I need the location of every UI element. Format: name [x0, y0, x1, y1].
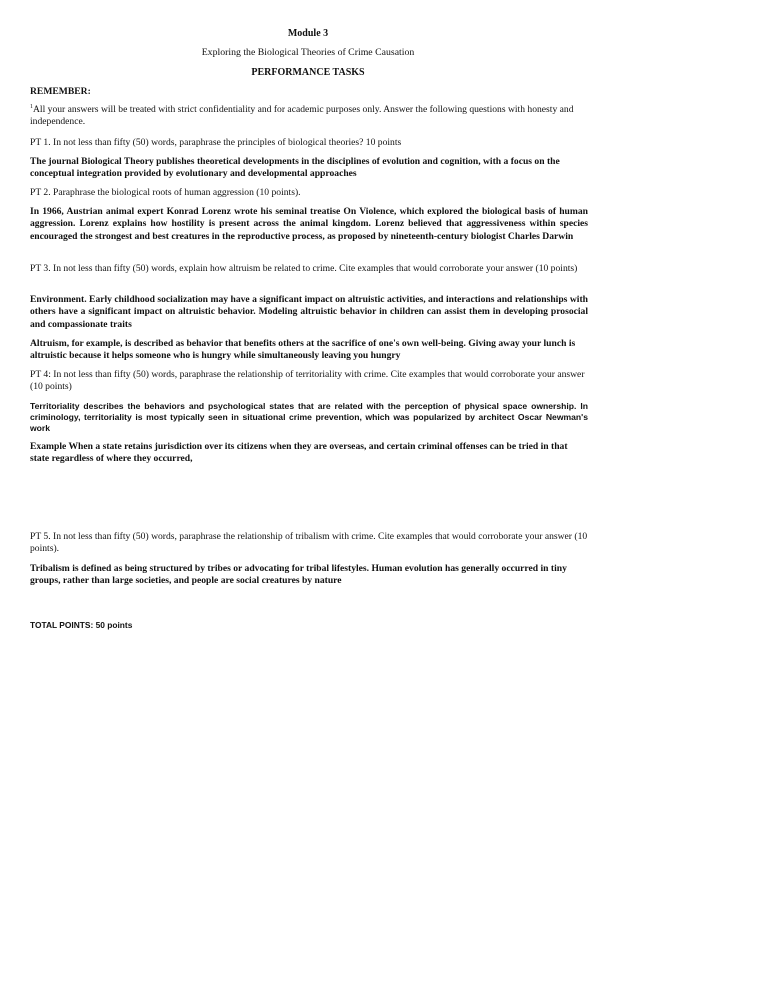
footnote-marker: 1: [30, 103, 33, 110]
module-heading: Module 3: [287, 28, 329, 39]
total-points: TOTAL POINTS: 50 points: [30, 620, 133, 630]
remember-note: [30, 104, 588, 129]
pt5-answer: Tribalism is defined as being structured by tribes or advocating for tribal lifestyles. Human evolution has generally occurred in tiny groups, rather than large societies, and people are social creatures by nature: [30, 563, 567, 587]
remember-text: All your answers will be treated with strict confidentiality and for academic purposes only. Answer the following questions with honesty and independence.: [30, 104, 574, 128]
pt1-question: PT 1. In not less than fifty (50) words, paraphrase the principles of biological theories? 10 points: [30, 137, 402, 148]
pt3-answer-example: Altruism, for example, is described as behavior that benefits others at the sacrifice of one's own well-being. Giving away your lunch is altruistic because it helps someone who is hungry while simultaneously leaving you hungry: [30, 338, 576, 362]
pt4-answer: Territoriality describes the behaviors and psychological states that are related with the perception of physical space ownership. In criminology, territoriality is most typically seen in situational crime prevention, which was popularized by architect Oscar Newman's work: [30, 401, 588, 433]
pt2-question: PT 2. Paraphrase the biological roots of human aggression (10 points).: [30, 187, 301, 198]
pt2-answer: In 1966, Austrian animal expert Konrad Lorenz wrote his seminal treatise On Violence, which explored the biological basis of human aggression. Lorenz explains how hostility is present across the animal kingdom. Lorenz believed that aggressiveness within species encouraged the strongest and best creatures in the reproductive process, as proposed by nineteenth-century biologist Charles Darwin: [30, 206, 588, 242]
pt1-answer: The journal Biological Theory publishes theoretical developments in the disciplines of evolution and cognition, with a focus on the conceptual integration provided by evolutionary and developmental approaches: [30, 156, 560, 180]
pt4-question: PT 4: In not less than fifty (50) words, paraphrase the relationship of territoriality with crime. Cite examples that would corroborate your answer (10 points): [30, 369, 585, 393]
pt3-answer: Environment. Early childhood socialization may have a significant impact on altruistic activities, and interactions and relationships with others have a significant impact on altruistic behavior. Modeling altruistic behavior in children can assist them in developing prosocial and compassionate traits: [30, 294, 588, 330]
remember-label: REMEMBER:: [30, 86, 91, 97]
document-subtitle: Exploring the Biological Theories of Crime Causation: [201, 47, 415, 58]
pt4-answer-example: Example When a state retains jurisdiction over its citizens when they are overseas, and certain criminal offenses can be tried in that state regardless of where they occurred,: [30, 441, 568, 465]
pt5-question: PT 5. In not less than fifty (50) words, paraphrase the relationship of tribalism with crime. Cite examples that would corroborate your answer (10 points).: [30, 531, 588, 555]
section-heading: PERFORMANCE TASKS: [251, 67, 365, 78]
pt3-question: PT 3. In not less than fifty (50) words, explain how altruism be related to crime. Cite examples that would corroborate your answer (10 points): [30, 263, 578, 274]
